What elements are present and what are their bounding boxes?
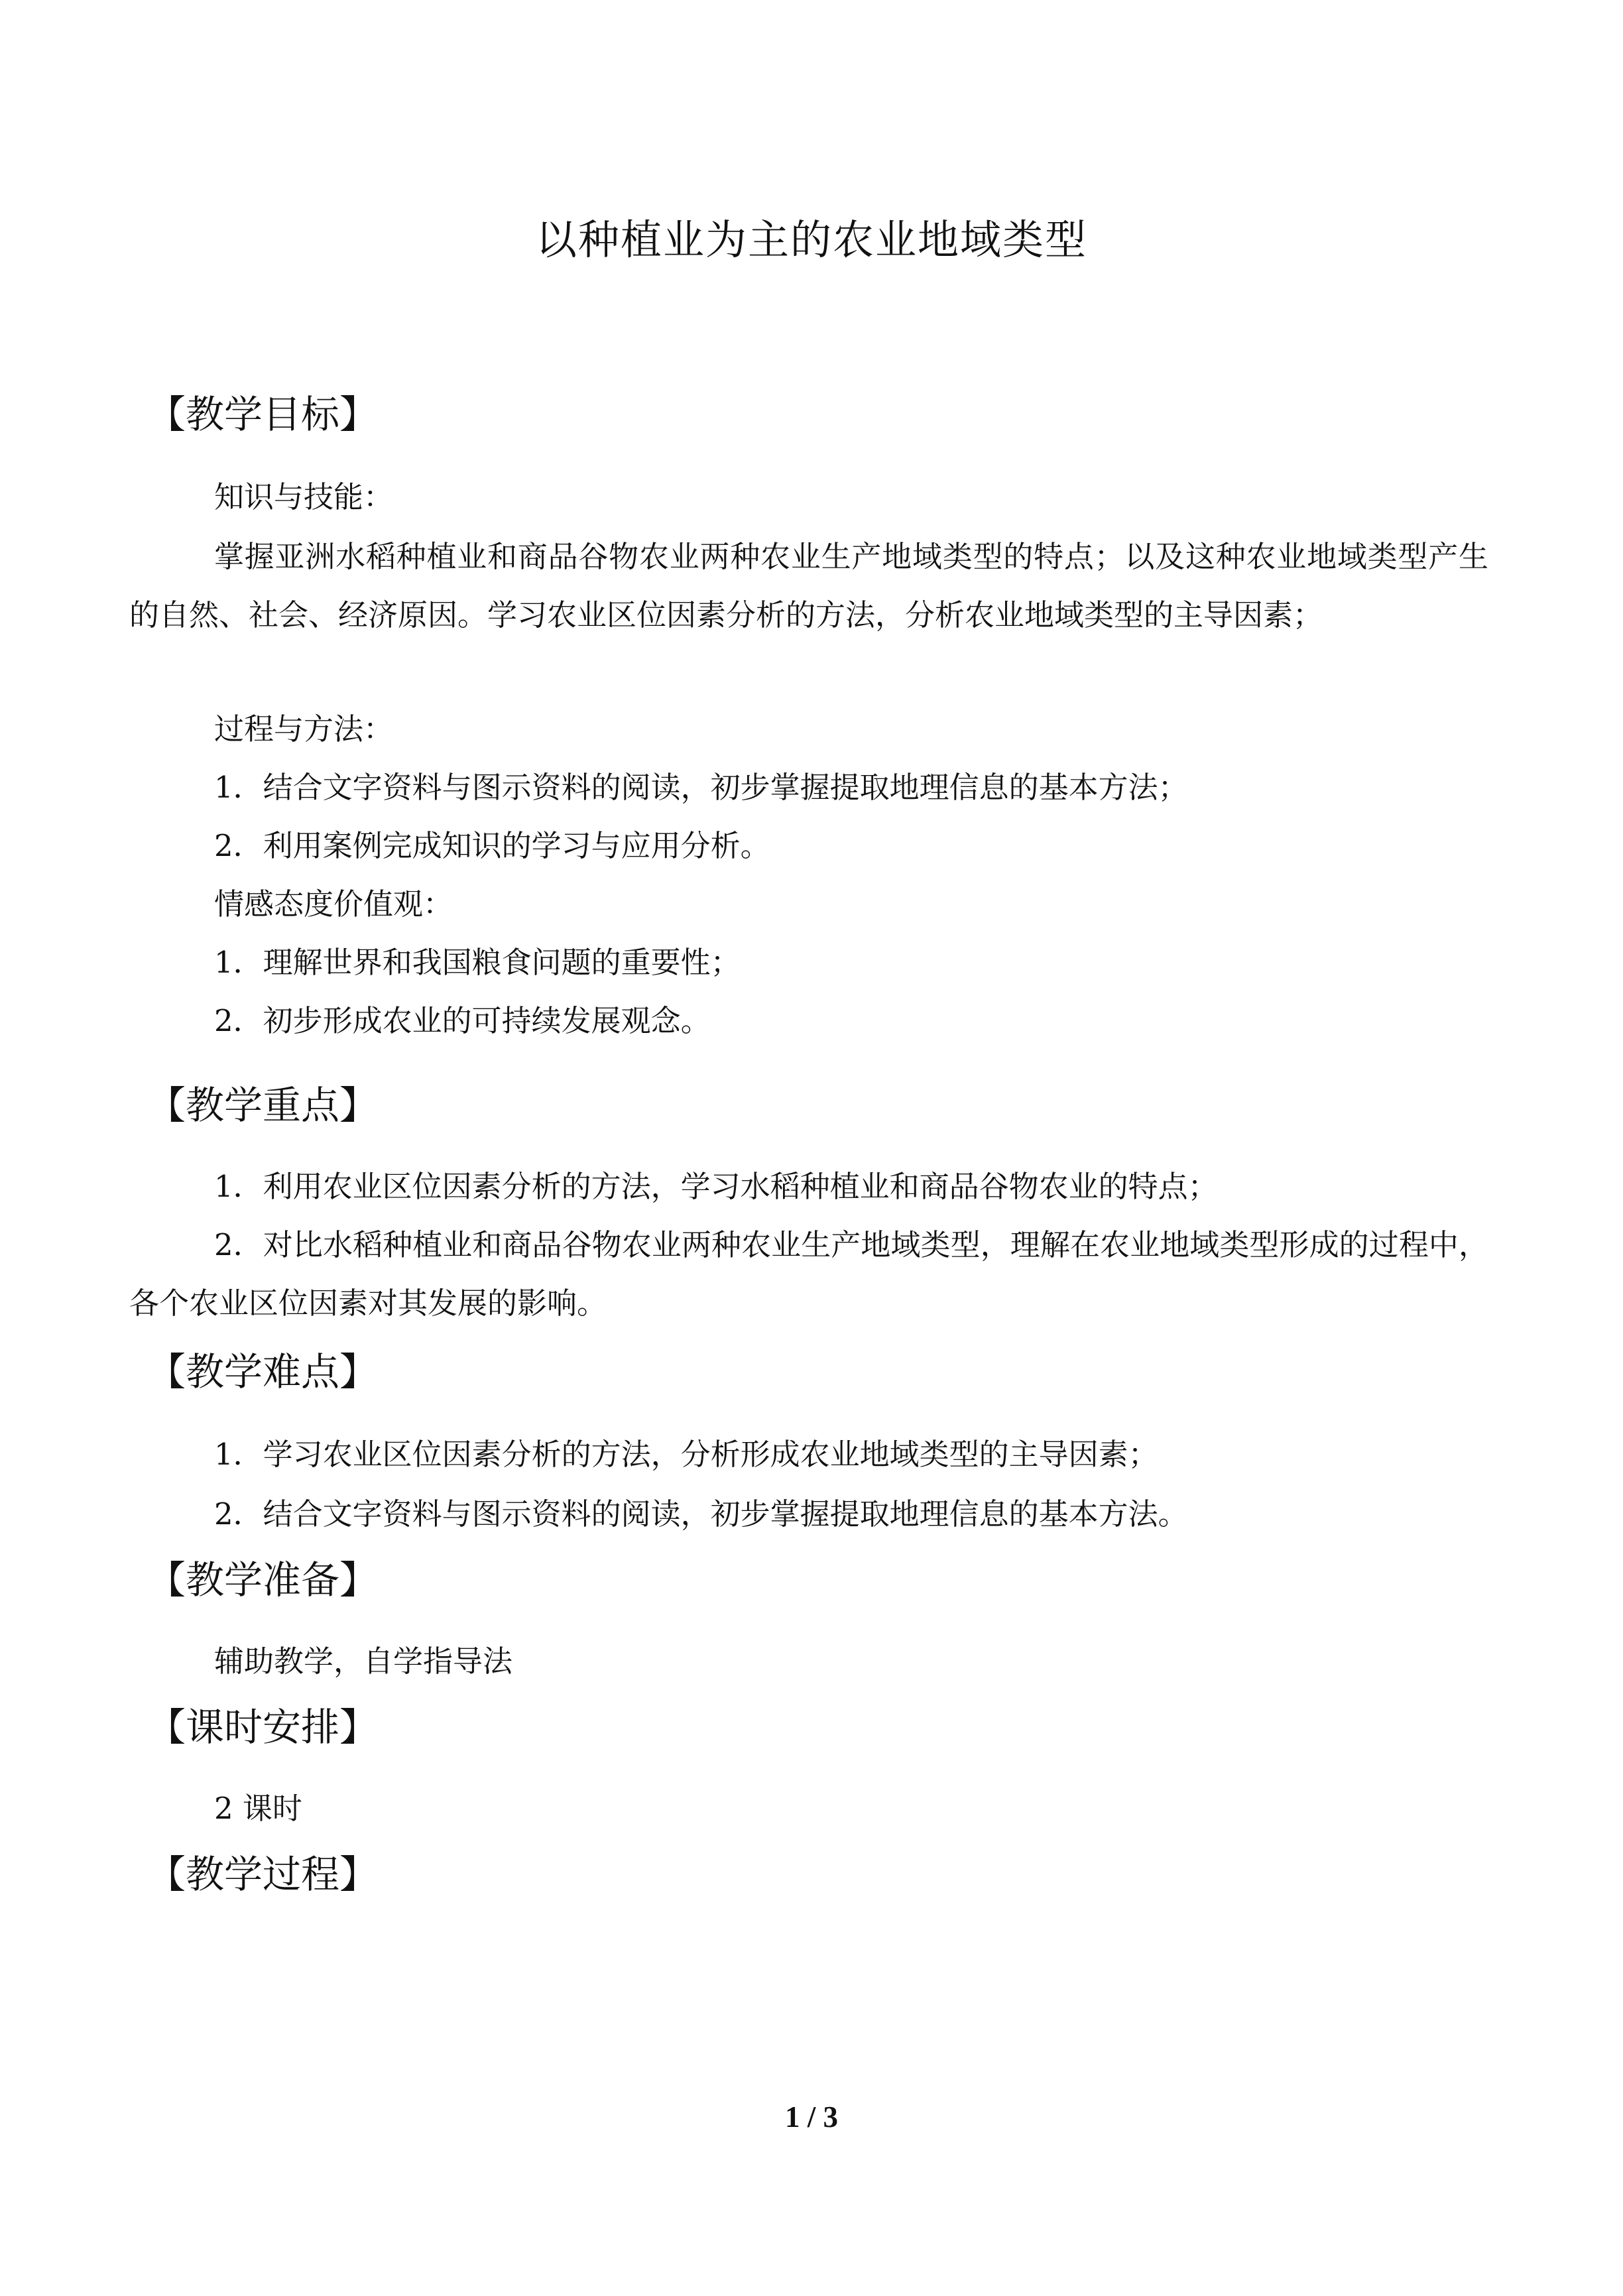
section-heading-key-points: 【教学重点】 — [147, 1083, 379, 1128]
section-heading-schedule: 【课时安排】 — [147, 1705, 379, 1750]
process-item-1: 1．结合文字资料与图示资料的阅读，初步掌握提取地理信息的基本方法； — [214, 770, 1188, 805]
process-item-2: 2．利用案例完成知识的学习与应用分析。 — [214, 828, 770, 863]
emotion-item-2: 2．初步形成农业的可持续发展观念。 — [214, 1003, 711, 1038]
difficulty-2: 2．结合文字资料与图示资料的阅读，初步掌握提取地理信息的基本方法。 — [214, 1496, 1188, 1532]
page-number: 1 / 3 — [784, 2100, 838, 2134]
section-heading-difficulties: 【教学难点】 — [147, 1349, 379, 1394]
emotion-label: 情感态度价值观： — [214, 886, 453, 922]
emotion-item-1: 1．理解世界和我国粮食问题的重要性； — [214, 945, 741, 980]
preparation-text: 辅助教学，自学指导法 — [214, 1644, 513, 1679]
document-title: 以种植业为主的农业地域类型 — [535, 215, 1087, 264]
section-heading-process: 【教学过程】 — [147, 1852, 379, 1897]
key-point-2: 2．对比水稻种植业和商品谷物农业两种农业生产地域类型，理解在农业地域类型形成的过程中，各个农业区位因素对其发展的影响。 — [129, 1227, 1488, 1321]
knowledge-text: 掌握亚洲水稻种植业和商品谷物农业两种农业生产地域类型的特点；以及这种农业地域类型产生的自然、社会、经济原因。学习农业区位因素分析的方法，分析农业地域类型的主导因素； — [129, 539, 1488, 633]
knowledge-label: 知识与技能： — [214, 479, 394, 514]
key-point-1: 1．利用农业区位因素分析的方法，学习水稻种植业和商品谷物农业的特点； — [214, 1169, 1218, 1204]
difficulty-1: 1．学习农业区位因素分析的方法，分析形成农业地域类型的主导因素； — [214, 1437, 1158, 1472]
section-heading-preparation: 【教学准备】 — [147, 1557, 379, 1602]
schedule-text: 2 课时 — [214, 1791, 302, 1826]
section-heading-objectives: 【教学目标】 — [147, 392, 379, 437]
process-label: 过程与方法： — [214, 711, 394, 747]
